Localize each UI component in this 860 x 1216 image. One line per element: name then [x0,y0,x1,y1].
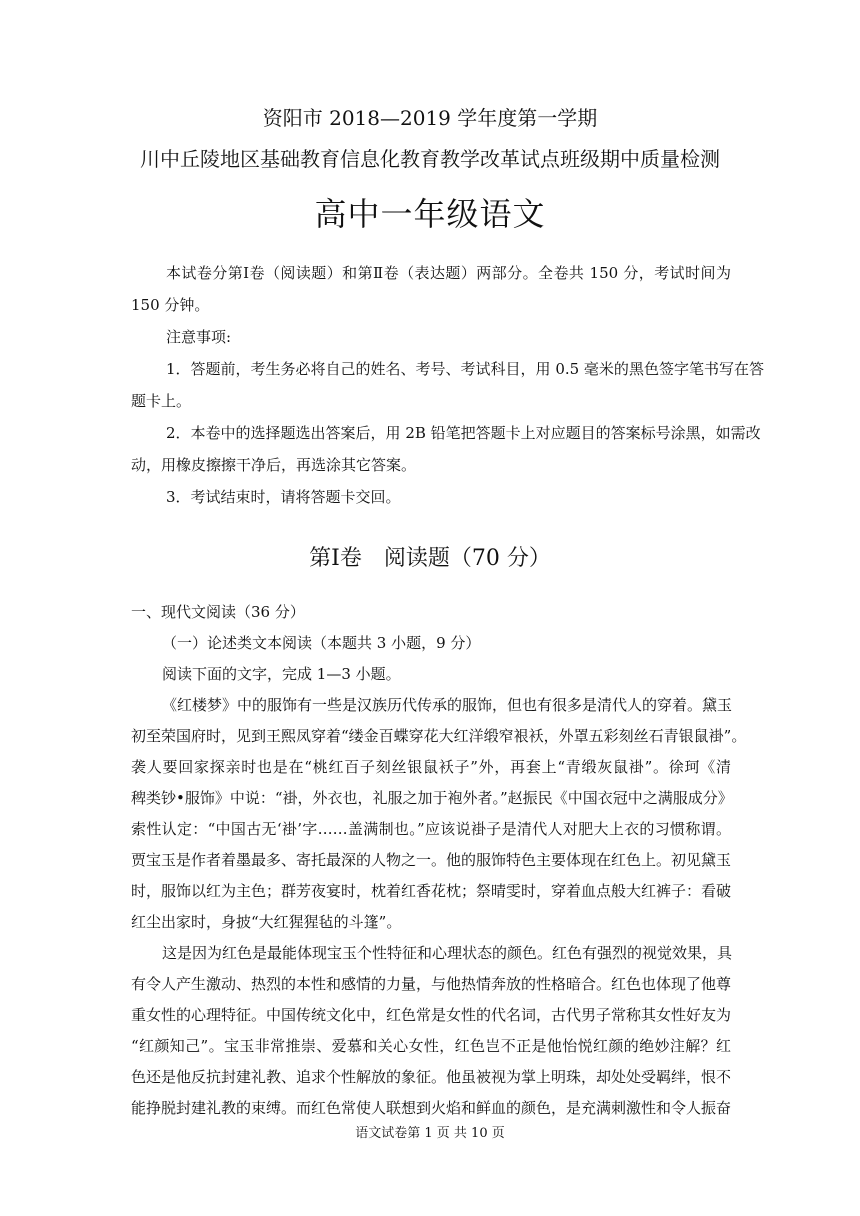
intro-line: 150 分钟。 [131,296,210,314]
passage-line: 重女性的心理特征。中国传统文化中，红色常是女性的代名词，古代男子常称其女性好友为 [131,1006,732,1024]
passage-line: 这是因为红色是最能体现宝玉个性特征和心理状态的颜色。红色有强烈的视觉效果，具 [162,944,733,962]
subpart-heading: （一）论述类文本阅读（本题共 3 小题，9 分） [162,634,481,652]
passage-line: 稗类钞•服饰》中说：“褂，外衣也，礼服之加于袍外者。”赵振民《中国衣冠中之满服成分》 [131,789,733,807]
reading-instruction: 阅读下面的文字，完成 1—3 小题。 [162,665,401,683]
note-item: 题卡上。 [131,392,192,410]
passage-line: 时，服饰以红为主色；群芳夜宴时，枕着红香花枕；祭晴雯时，穿着血点般大红裤子：看破 [131,882,732,900]
exam-term-title: 资阳市 2018—2019 学年度第一学期 [262,106,598,130]
passage-line: 袭人要回家探亲时也是在“桃红百子刻丝银鼠袄子”外，再套上“青缎灰鼠褂”。徐珂《清 [131,758,731,776]
note-item: 动，用橡皮擦擦干净后，再选涂其它答案。 [131,456,417,474]
passage-line: 《红楼梦》中的服饰有一些是汉族历代传承的服饰，但也有很多是清代人的穿着。黛玉 [162,696,733,714]
passage-line: 有令人产生激动、热烈的本性和感情的力量，与他热情奔放的性格暗合。红色也体现了他尊 [131,975,732,993]
passage-line: “红颜知己”。宝玉非常推崇、爱慕和关心女性，红色岂不正是他怡悦红颜的绝妙注解？红 [131,1037,731,1055]
passage-line: 初至荣国府时，见到王熙凤穿着“缕金百蝶穿花大红洋缎窄裉袄，外罩五彩刻丝石青银鼠褂”。 [131,727,747,745]
exam-subtitle: 川中丘陵地区基础教育信息化教育教学改革试点班级期中质量检测 [140,147,720,171]
page-title: 高中一年级语文 [314,195,546,233]
passage-line: 能挣脱封建礼教的束缚。而红色常使人联想到火焰和鲜血的颜色，是充满刺激性和令人振奋 [131,1099,732,1117]
intro-line: 本试卷分第Ⅰ卷（阅读题）和第Ⅱ卷（表达题）两部分。全卷共 150 分，考试时间为 [166,264,731,282]
passage-line: 色还是他反抗封建礼教、追求个性解放的象征。他虽被视为掌上明珠，却处处受羁绊，恨不 [131,1068,732,1086]
passage-line: 贾宝玉是作者着墨最多、寄托最深的人物之一。他的服饰特色主要体现在红色上。初见黛玉 [131,851,732,869]
passage-line: 红尘出家时，身披“大红猩猩毡的斗篷”。 [131,913,402,931]
note-item: 2．本卷中的选择题选出答案后，用 2B 铅笔把答题卡上对应题目的答案标号涂黑，如需改 [166,424,761,442]
note-item: 3．考试结束时，请将答题卡交回。 [166,488,401,506]
page-footer: 语文试卷第 1 页 共 10 页 [355,1126,505,1141]
part-heading: 一、现代文阅读（36 分） [131,603,305,621]
section-title: 第Ⅰ卷 阅读题（70 分） [309,546,551,571]
notes-heading: 注意事项: [166,328,232,346]
note-item: 1．答题前，考生务必将自己的姓名、考号、考试科目，用 0.5 毫米的黑色签字笔书写在答 [166,360,764,378]
passage-line: 索性认定：“中国古无‘褂’字……盖满制也。”应该说褂子是清代人对肥大上衣的习惯称谓。 [131,820,731,838]
